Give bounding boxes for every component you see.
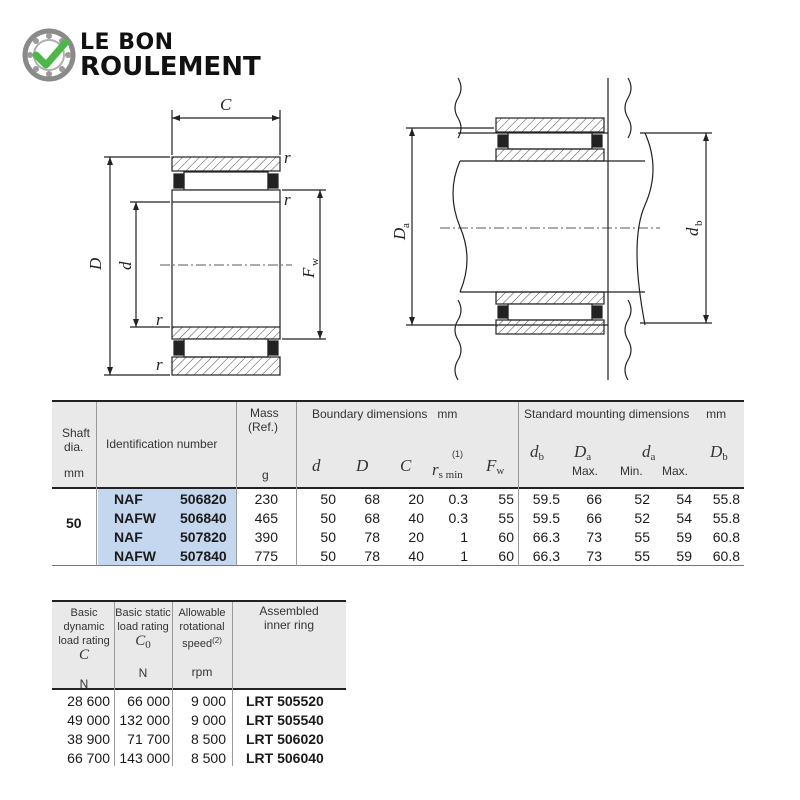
cell-speed: 9 000 [190, 693, 226, 709]
cell-Da: 66 [586, 491, 602, 507]
ident-number: 506840 [180, 510, 227, 526]
cell-D: 68 [364, 510, 380, 526]
brand-name-line1: LE BON [80, 30, 174, 55]
cell-d: 50 [320, 491, 336, 507]
dim-label-r: r [156, 355, 163, 374]
cell-mass: 775 [254, 548, 278, 564]
cell-c: 49 000 [67, 712, 110, 728]
header-rs: (1) rs min [432, 449, 463, 481]
ident-series: NAFW [114, 548, 156, 564]
header-db: db [530, 442, 544, 463]
cell-Fw: 55 [498, 491, 514, 507]
header-dia: dia. [64, 440, 84, 454]
dim-label-Fw-sub: w [309, 258, 321, 266]
cell-D: 78 [364, 529, 380, 545]
header-inner-ring: Assembled inner ring [259, 604, 319, 632]
header-min: Min. [620, 464, 643, 478]
ident-number: 507840 [180, 548, 227, 564]
header-g: g [262, 468, 269, 482]
ident-number: 507820 [180, 529, 227, 545]
cell-c: 66 700 [67, 750, 110, 766]
cell-speed: 8 500 [190, 731, 226, 747]
cell-Da: 73 [586, 529, 602, 545]
header-d: d [312, 456, 321, 475]
header-mass: Mass [250, 406, 279, 420]
cell-da-max: 54 [676, 491, 692, 507]
cell-Db: 60.8 [712, 529, 740, 545]
cell-Da: 73 [586, 548, 602, 564]
cell-db: 59.5 [532, 491, 560, 507]
cell-da-min: 52 [634, 510, 650, 526]
ident-series: NAF [114, 529, 143, 545]
cell-d: 50 [320, 529, 336, 545]
cell-mass: 230 [254, 491, 278, 507]
cell-rs: 0.3 [448, 491, 468, 507]
cell-db: 66.3 [532, 548, 560, 564]
dim-label-Da: D [390, 227, 409, 240]
ident-number: 506820 [180, 491, 227, 507]
header-static: Basic static load rating C0 N [115, 607, 171, 680]
cell-da-max: 54 [676, 510, 692, 526]
cell-Fw: 60 [498, 548, 514, 564]
header-da: da [642, 442, 656, 463]
cell-Db: 55.8 [712, 491, 740, 507]
cell-Db: 60.8 [712, 548, 740, 564]
cell-Da: 66 [586, 510, 602, 526]
cell-mass: 465 [254, 510, 278, 526]
cell-inner-ring: LRT 505520 [246, 693, 324, 709]
brand-name-line2: ROULEMENT [80, 52, 261, 82]
cell-mass: 390 [254, 529, 278, 545]
cell-c0: 132 000 [119, 712, 170, 728]
ident-series: NAFW [114, 510, 156, 526]
cell-c: 28 600 [67, 693, 110, 709]
header-speed: Allowable rotational speed$^{(2)}$ rpm [178, 607, 226, 679]
cell-da-max: 59 [676, 529, 692, 545]
ident-series: NAF [114, 491, 143, 507]
header-mounting: Standard mounting dimensions mm [524, 407, 727, 421]
cell-C: 40 [408, 548, 424, 564]
dim-label-r: r [284, 190, 291, 209]
dim-label-r: r [156, 310, 163, 329]
header-boundary: Boundary dimensions mm [312, 407, 458, 421]
cell-d: 50 [320, 548, 336, 564]
cell-inner-ring: LRT 505540 [246, 712, 324, 728]
dim-label-r: r [284, 148, 291, 167]
cell-db: 66.3 [532, 529, 560, 545]
header-dynamic: Basic dynamic load rating C N [58, 607, 110, 691]
cell-d: 50 [320, 510, 336, 526]
dim-label-D: D [86, 257, 105, 270]
cell-c0: 143 000 [119, 750, 170, 766]
cell-C: 20 [408, 491, 424, 507]
dim-label-db-sub: b [693, 220, 705, 226]
cell-C: 20 [408, 529, 424, 545]
cell-speed: 9 000 [190, 712, 226, 728]
cell-da-min: 55 [634, 529, 650, 545]
cell-inner-ring: LRT 506020 [246, 731, 324, 747]
cell-C: 40 [408, 510, 424, 526]
header-shaft: Shaft [62, 426, 91, 440]
cell-Fw: 60 [498, 529, 514, 545]
cell-D: 78 [364, 548, 380, 564]
header-Da: Da [574, 442, 592, 463]
cell-speed: 8 500 [190, 750, 226, 766]
header-max: Max. [572, 464, 599, 478]
cell-da-max: 59 [676, 548, 692, 564]
dim-label-d: d [116, 261, 135, 270]
bearing-section-view [104, 110, 326, 375]
header-identification: Identification number [106, 437, 218, 451]
cell-c0: 66 000 [127, 693, 170, 709]
header-C: C [400, 456, 412, 475]
cell-inner-ring: LRT 506040 [246, 750, 324, 766]
cell-da-min: 55 [634, 548, 650, 564]
dim-label-Fw: F [299, 267, 318, 278]
cell-rs: 1 [460, 529, 468, 545]
cell-db: 59.5 [532, 510, 560, 526]
cell-rs: 0.3 [448, 510, 468, 526]
cell-Fw: 55 [498, 510, 514, 526]
header-D: D [356, 456, 369, 475]
cell-D: 68 [364, 491, 380, 507]
header-mm: mm [64, 466, 84, 480]
header-Db: Db [710, 442, 728, 463]
header-Fw: Fw [486, 456, 505, 477]
dim-label-Da-sub: a [400, 223, 412, 228]
cell-Db: 55.8 [712, 510, 740, 526]
dim-label-db: d [683, 227, 702, 236]
shaft-value: 50 [66, 515, 82, 531]
cell-c0: 71 700 [127, 731, 170, 747]
header-max2: Max. [662, 464, 689, 478]
cell-rs: 1 [460, 548, 468, 564]
mounting-view [406, 78, 712, 380]
dim-label-C: C [220, 95, 232, 114]
header-ref: (Ref.) [248, 420, 278, 434]
cell-c: 38 900 [67, 731, 110, 747]
cell-da-min: 52 [634, 491, 650, 507]
